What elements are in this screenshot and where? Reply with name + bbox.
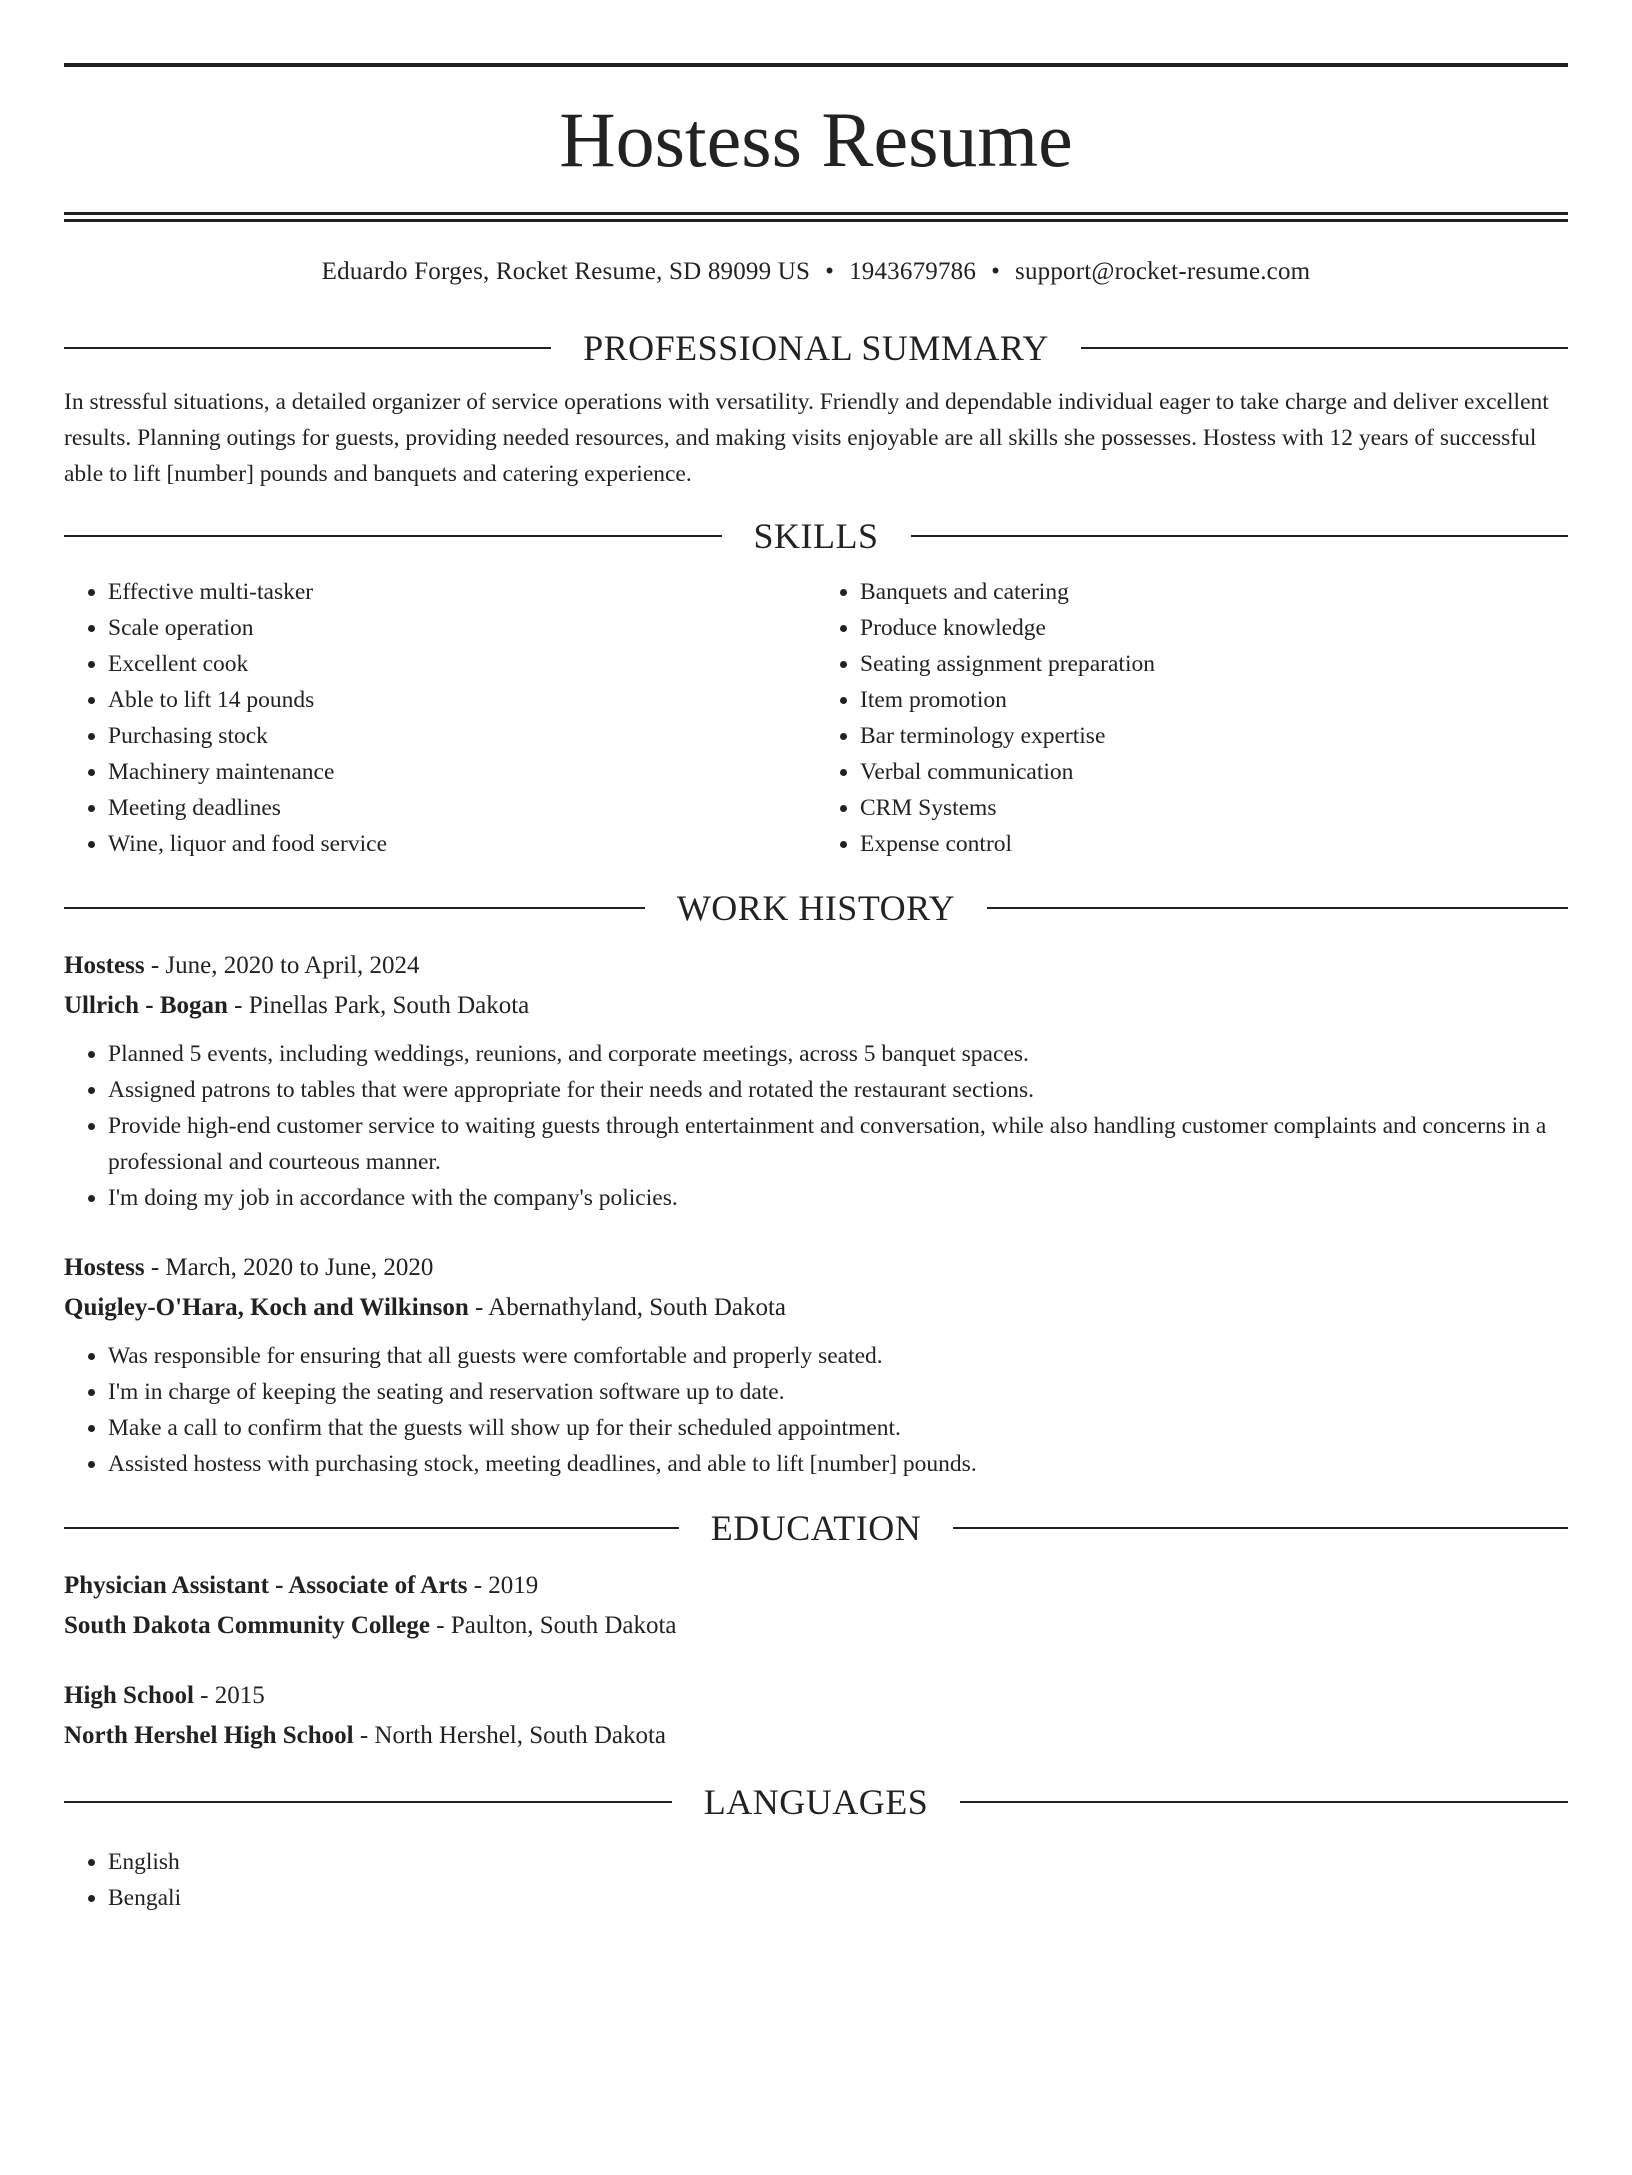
- education-school-line: [64, 1716, 1568, 1756]
- section-label: SKILLS: [753, 515, 879, 556]
- skill-item: • Verbal communication: [860, 754, 1568, 790]
- job-title: Hostess: [64, 951, 145, 979]
- job-bullet: • Assisted hostess with purchasing stock, meeting deadlines, and able to lift [number] pounds.: [108, 1446, 1568, 1482]
- skills-list-right: [816, 574, 1568, 862]
- job-location: - Abernathyland, South Dakota: [468, 1293, 787, 1321]
- job-company-line: [64, 1288, 1568, 1328]
- job-bullet: • I'm in charge of keeping the seating and reservation software up to date.: [108, 1374, 1568, 1410]
- skill-item: • Machinery maintenance: [108, 754, 816, 790]
- job-dates: - March, 2020 to June, 2020: [144, 1253, 434, 1281]
- job-company: Ullrich - Bogan: [64, 991, 228, 1019]
- heading-rule: [64, 907, 645, 909]
- job-bullets: [64, 1036, 1568, 1216]
- skill-item: • Produce knowledge: [860, 610, 1568, 646]
- skill-item: • CRM Systems: [860, 790, 1568, 826]
- job-bullet: • Make a call to confirm that the guests will show up for their scheduled appointment.: [108, 1410, 1568, 1446]
- education-year: - 2015: [193, 1681, 265, 1709]
- heading-rule: [64, 347, 551, 349]
- contact-separator: •: [825, 258, 835, 285]
- education-school-line: [64, 1606, 1568, 1646]
- skills-columns: [64, 574, 1568, 862]
- education-degree-line: [64, 1676, 1568, 1716]
- skill-item: • Item promotion: [860, 682, 1568, 718]
- skill-item: • Bar terminology expertise: [860, 718, 1568, 754]
- heading-rule: [911, 535, 1569, 537]
- job-entry: [64, 946, 1568, 1216]
- education-entry: [64, 1566, 1568, 1646]
- heading-rule: [64, 1527, 679, 1529]
- education-location: - North Hershel, South Dakota: [353, 1721, 667, 1749]
- education-degree-line: [64, 1566, 1568, 1606]
- title-double-rule: [64, 212, 1568, 222]
- skill-item: • Meeting deadlines: [108, 790, 816, 826]
- skill-item: • Expense control: [860, 826, 1568, 862]
- job-bullets: [64, 1338, 1568, 1482]
- education-degree: Physician Assistant - Associate of Arts: [64, 1571, 468, 1599]
- skill-item: • Purchasing stock: [108, 718, 816, 754]
- heading-rule: [987, 907, 1568, 909]
- job-title-line: [64, 946, 1568, 986]
- heading-rule: [64, 1801, 672, 1803]
- education-entry: [64, 1676, 1568, 1756]
- job-bullet: • Was responsible for ensuring that all guests were comfortable and properly seated.: [108, 1338, 1568, 1374]
- job-bullet: • Assigned patrons to tables that were appropriate for their needs and rotated the restaurant sections.: [108, 1072, 1568, 1108]
- top-rule: [64, 63, 1568, 67]
- job-company-line: [64, 986, 1568, 1026]
- contact-line: [64, 258, 1568, 290]
- page-title: Hostess Resume: [559, 96, 1073, 183]
- section-heading-education: [64, 1508, 1568, 1548]
- job-bullet: • Planned 5 events, including weddings, reunions, and corporate meetings, across 5 banquet spaces.: [108, 1036, 1568, 1072]
- heading-rule: [64, 535, 722, 537]
- education-location: - Paulton, South Dakota: [430, 1611, 677, 1639]
- section-heading-skills: [64, 516, 1568, 556]
- job-bullet: • I'm doing my job in accordance with the company's policies.: [108, 1180, 1568, 1216]
- heading-rule: [953, 1527, 1568, 1529]
- skill-item: • Able to lift 14 pounds: [108, 682, 816, 718]
- education-school: North Hershel High School: [64, 1721, 354, 1749]
- section-label: EDUCATION: [710, 1507, 922, 1548]
- job-entry: [64, 1248, 1568, 1482]
- section-label: PROFESSIONAL SUMMARY: [583, 328, 1049, 368]
- education-degree: High School: [64, 1681, 194, 1709]
- skill-item: • Banquets and catering: [860, 574, 1568, 610]
- skill-item: • Wine, liquor and food service: [108, 826, 816, 862]
- job-company: Quigley-O'Hara, Koch and Wilkinson: [64, 1293, 469, 1321]
- section-heading-summary: [64, 328, 1568, 368]
- job-location: - Pinellas Park, South Dakota: [227, 991, 530, 1019]
- languages-list: [64, 1844, 1568, 1916]
- section-label: WORK HISTORY: [676, 887, 956, 928]
- skill-item: • Seating assignment preparation: [860, 646, 1568, 682]
- job-dates: - June, 2020 to April, 2024: [144, 951, 420, 979]
- job-title: Hostess: [64, 1253, 145, 1281]
- contact-separator: •: [991, 258, 1001, 285]
- heading-rule: [1081, 347, 1568, 349]
- education-year: - 2019: [467, 1571, 539, 1599]
- skills-list-left: [64, 574, 816, 862]
- resume-page: [0, 63, 1632, 2175]
- education-school: South Dakota Community College: [64, 1611, 430, 1639]
- contact-email: support@rocket-resume.com: [1015, 258, 1311, 285]
- contact-phone: 1943679786: [849, 258, 977, 285]
- heading-rule: [960, 1801, 1568, 1803]
- job-bullet: • Provide high-end customer service to waiting guests through entertainment and conversation, while also handling customer complaints and concerns in a professional and courteous manner.: [108, 1108, 1568, 1180]
- skill-item: • Excellent cook: [108, 646, 816, 682]
- skill-item: • Scale operation: [108, 610, 816, 646]
- skill-item: • Effective multi-tasker: [108, 574, 816, 610]
- summary-text: In stressful situations, a detailed organizer of service operations with versatility. Friendly and dependable individual eager to take charge and deliver excellent results. Planning outings for guests, providing needed resources, and making visits enjoyable are all skills she possesses. Hostess with 12 years of successful able to lift [number] pounds and banquets and catering experience.: [64, 389, 1549, 487]
- language-item: • Bengali: [108, 1880, 1568, 1916]
- section-heading-languages: [64, 1782, 1568, 1822]
- contact-address: Eduardo Forges, Rocket Resume, SD 89099 US: [321, 258, 811, 285]
- job-title-line: [64, 1248, 1568, 1288]
- section-heading-work: [64, 888, 1568, 928]
- language-item: • English: [108, 1844, 1568, 1880]
- section-label: LANGUAGES: [703, 1781, 929, 1822]
